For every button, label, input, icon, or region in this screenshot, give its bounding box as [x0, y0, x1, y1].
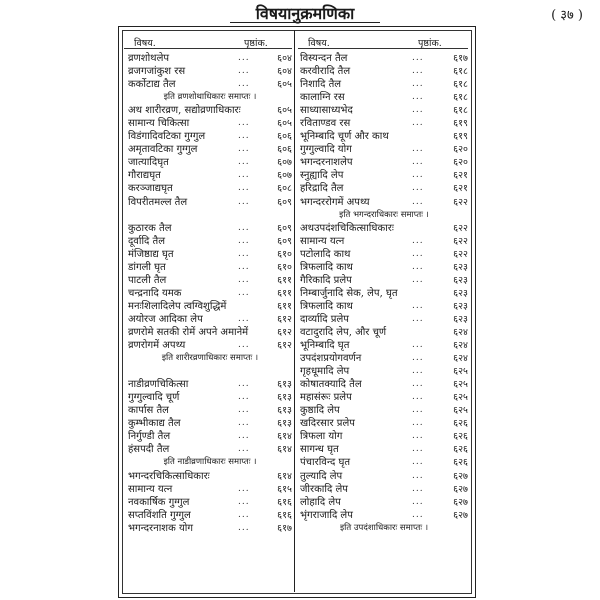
entry-title: अथउपदंशचिकित्साधिकारः — [300, 222, 394, 234]
index-entry — [128, 483, 292, 496]
entry-title: त्रिफलादि काथ — [300, 261, 353, 273]
entry-page-number: ६१९ — [453, 118, 468, 130]
entry-page-number: ६१२ — [277, 313, 292, 325]
entry-title: सामान्य चिकित्सा — [128, 118, 190, 130]
entry-page-number: ६१८ — [453, 66, 468, 78]
entry-page-number: ६११ — [277, 300, 292, 312]
entry-title: कर्कोटाद्य तैल — [128, 79, 176, 91]
entry-title: सामान्य यत्न — [300, 235, 345, 247]
right-heading-rule — [298, 48, 468, 49]
leader-dots: ... — [238, 379, 250, 390]
entry-title: विपरीतमल्ल तैल — [128, 196, 188, 208]
leader-dots: ... — [238, 496, 250, 507]
entry-title: हरिद्रादि तैल — [300, 183, 344, 195]
entry-page-number: ६२३ — [453, 261, 468, 273]
leader-dots: ... — [412, 118, 424, 129]
index-entry — [300, 274, 468, 287]
leader-dots: ... — [412, 444, 424, 455]
leader-dots: ... — [238, 287, 250, 298]
entry-page-number: ६२६ — [453, 418, 468, 430]
entry-title: चन्द्रनादि यमक — [128, 287, 182, 299]
index-entry — [128, 313, 292, 326]
entry-page-number: ६१३ — [277, 405, 292, 417]
entry-title: उपदंशप्रयोगवर्णन — [300, 353, 362, 365]
entry-page-number: ६२२ — [453, 235, 468, 247]
entry-page-number: ६२६ — [453, 457, 468, 469]
entry-title: साध्यासाध्यभेद — [300, 105, 353, 117]
entry-page-number: ६२५ — [453, 405, 468, 417]
index-entry — [128, 417, 292, 430]
entry-title: जात्यादिघृत — [128, 157, 169, 169]
right-subject-heading: विषय. — [308, 38, 330, 49]
entry-page-number: ६१४ — [277, 444, 292, 456]
entry-title: करवीरादि तैल — [300, 66, 351, 78]
entry-page-number: ६२३ — [453, 313, 468, 325]
leader-dots: ... — [412, 170, 424, 181]
leader-dots: ... — [412, 105, 424, 116]
leader-dots: ... — [412, 92, 424, 103]
entry-title: सामान्य यत्न — [128, 483, 173, 495]
index-entry — [128, 326, 292, 339]
leader-dots: ... — [412, 340, 424, 351]
index-entry — [128, 169, 292, 182]
leader-dots: ... — [412, 483, 424, 494]
spacer-row — [128, 209, 292, 222]
leader-dots: ... — [238, 392, 250, 403]
index-entry — [300, 483, 468, 496]
entry-page-number: ६१४ — [277, 470, 292, 482]
entry-title: दार्व्यादि प्रलेप — [300, 313, 349, 325]
left-heading-rule — [124, 48, 292, 49]
index-entry — [128, 104, 292, 117]
entry-title: भृंगराजादि लेप — [300, 509, 353, 521]
entry-title: पटोलादि काथ — [300, 248, 351, 260]
entry-title: भगन्दरनाशक योग — [128, 522, 193, 534]
index-entry — [300, 339, 468, 352]
index-entry — [128, 130, 292, 143]
entry-title: सागन्ध घृत — [300, 444, 339, 456]
entry-title: गुग्गुल्वादि योग — [300, 144, 352, 156]
index-entry — [300, 443, 468, 456]
entry-title: रविताण्डव रस — [300, 118, 351, 130]
entry-page-number: ६०६ — [277, 144, 292, 156]
note-text: इति व्रणशोथाधिकारः समाप्तः । — [163, 92, 257, 103]
entry-page-number: ६०५ — [277, 118, 292, 130]
leader-dots: ... — [238, 170, 250, 181]
entry-page-number: ६१० — [277, 248, 292, 260]
leader-dots: ... — [412, 470, 424, 481]
leader-dots: ... — [238, 118, 250, 129]
entry-title: गृहधूमादि लेप — [300, 366, 350, 378]
index-entry — [128, 287, 292, 300]
index-entry — [300, 222, 468, 235]
entry-page-number: ६०६ — [277, 131, 292, 143]
entry-title: लोहादि लेप — [300, 496, 341, 508]
index-entry — [128, 156, 292, 169]
index-entry — [128, 117, 292, 130]
index-entry — [128, 248, 292, 261]
entry-page-number: ६२४ — [453, 353, 468, 365]
entry-page-number: ६१८ — [453, 79, 468, 91]
leader-dots: ... — [412, 379, 424, 390]
leader-dots: ... — [238, 183, 250, 194]
entry-page-number: ६२५ — [453, 379, 468, 391]
entry-page-number: ६०४ — [277, 53, 292, 64]
leader-dots: ... — [238, 522, 250, 533]
index-entry — [300, 130, 468, 143]
entry-page-number: ६२३ — [453, 287, 468, 299]
entry-page-number: ६०४ — [277, 66, 292, 78]
index-entry — [300, 417, 468, 430]
entry-page-number: ६२७ — [453, 509, 468, 521]
index-entry — [300, 430, 468, 443]
entry-page-number: ६२४ — [453, 340, 468, 352]
entry-title: महासंरूः प्रलेप — [300, 392, 352, 404]
entry-title: व्रणरोमे सतकी रोमें अपने अमानेमें — [128, 326, 249, 338]
note-text: इति भगन्दराधिकारः समाप्तः । — [339, 209, 429, 220]
index-entry — [128, 300, 292, 313]
leader-dots: ... — [412, 431, 424, 442]
page-title: विषयानुक्रमणिका — [255, 4, 355, 23]
index-entry — [128, 339, 292, 352]
entry-page-number: ६२४ — [453, 326, 468, 338]
entry-title: तुल्यादि लेप — [300, 470, 343, 482]
entry-page-number: ६१० — [277, 261, 292, 273]
entry-page-number: ६०७ — [277, 157, 292, 169]
leader-dots: ... — [238, 79, 250, 90]
index-entry — [300, 300, 468, 313]
entry-title: विस्यन्दन तैल — [300, 53, 348, 64]
index-entry — [128, 391, 292, 404]
entry-title: भूनिम्बादि घृत — [300, 340, 350, 352]
index-entry — [128, 65, 292, 78]
entry-title: कुम्भीकाद्य तैल — [128, 418, 181, 430]
entry-page-number: ६१३ — [277, 392, 292, 404]
entry-title: गुग्गुल्वादि चूर्ण — [128, 392, 180, 404]
index-entry — [300, 248, 468, 261]
entry-title: त्रिफला योग — [300, 431, 343, 443]
index-entry — [128, 222, 292, 235]
entry-title: मनःशिलादिलेप त्वग्विशुद्धिमें — [128, 300, 227, 312]
leader-dots: ... — [238, 248, 250, 259]
index-entry — [300, 65, 468, 78]
leader-dots: ... — [412, 313, 424, 324]
note-text: इति उपदंशाधिकारः समाप्तः । — [339, 522, 429, 533]
leader-dots: ... — [238, 431, 250, 442]
entry-title: डांगली घृत — [128, 261, 166, 273]
index-entry — [300, 352, 468, 365]
entry-page-number: ६११ — [277, 287, 292, 299]
title-underline — [230, 22, 380, 23]
entry-title: कुठारक तैल — [128, 222, 172, 234]
entry-title: कोषातक्यादि तैल — [300, 379, 362, 391]
entry-title: भगन्दरनाशलेप — [300, 157, 353, 169]
leader-dots: ... — [412, 144, 424, 155]
entry-page-number: ६२२ — [453, 248, 468, 260]
index-entry — [300, 169, 468, 182]
entry-page-number: ६०९ — [277, 196, 292, 208]
index-entry — [128, 443, 292, 456]
index-entry — [300, 496, 468, 509]
leader-dots: ... — [238, 131, 250, 142]
entry-page-number: ६०५ — [277, 79, 292, 91]
entry-title: पाटली तैल — [128, 274, 167, 286]
leader-dots: ... — [412, 196, 424, 207]
leader-dots: ... — [238, 483, 250, 494]
entry-title: कार्पास तैल — [128, 405, 169, 417]
index-entry — [300, 313, 468, 326]
leader-dots: ... — [238, 340, 250, 351]
entry-title: निम्बार्जुनादि सेक, लेप, घृत — [300, 287, 398, 299]
right-column — [300, 52, 468, 535]
leader-dots: ... — [412, 261, 424, 272]
entry-page-number: ६२६ — [453, 444, 468, 456]
entry-page-number: ६०९ — [277, 222, 292, 234]
entry-title: गौराद्यघृत — [128, 170, 161, 182]
entry-title: नवकार्षिक गुग्गुल — [128, 496, 190, 508]
leader-dots: ... — [412, 53, 424, 63]
leader-dots: ... — [412, 405, 424, 416]
index-entry — [128, 522, 292, 535]
leader-dots: ... — [238, 222, 250, 233]
section-end-note — [128, 352, 292, 365]
index-entry — [128, 235, 292, 248]
index-entry — [300, 261, 468, 274]
leader-dots: ... — [238, 196, 250, 207]
entry-title: अयोरज आदिका लेप — [128, 313, 203, 325]
entry-page-number: ६२६ — [453, 431, 468, 443]
entry-page-number: ६०७ — [277, 170, 292, 182]
leader-dots: ... — [412, 157, 424, 168]
section-end-note — [300, 209, 468, 222]
index-entry — [300, 509, 468, 522]
leader-dots: ... — [412, 274, 424, 285]
right-page-heading: पृष्ठांक. — [418, 38, 442, 49]
entry-title: व्रजगजांकुश रस — [128, 66, 186, 78]
index-entry — [300, 456, 468, 469]
index-entry — [128, 78, 292, 91]
leader-dots: ... — [238, 235, 250, 246]
leader-dots: ... — [412, 248, 424, 259]
leader-dots: ... — [412, 418, 424, 429]
entry-page-number: ६२२ — [453, 196, 468, 208]
entry-page-number: ६२७ — [453, 496, 468, 508]
index-entry — [128, 261, 292, 274]
left-page-heading: पृष्ठांक. — [244, 38, 268, 49]
entry-title: मंजिष्ठाद्य घृत — [128, 248, 174, 260]
leader-dots: ... — [238, 144, 250, 155]
entry-title: व्रणरोगमें अपथ्य — [128, 340, 186, 352]
index-entry — [128, 52, 292, 65]
leader-dots: ... — [238, 444, 250, 455]
entry-page-number: ६१७ — [453, 53, 468, 64]
entry-title: निशादि तैल — [300, 79, 342, 91]
index-entry — [300, 156, 468, 169]
entry-page-number: ६०८ — [277, 183, 292, 195]
index-entry — [300, 78, 468, 91]
left-column — [128, 52, 292, 535]
entry-page-number: ६१९ — [453, 131, 468, 143]
index-entry — [300, 91, 468, 104]
entry-page-number: ६११ — [277, 274, 292, 286]
entry-title: गैरिकादि प्रलेप — [300, 274, 352, 286]
leader-dots: ... — [412, 496, 424, 507]
entry-page-number: ६२७ — [453, 483, 468, 495]
entry-page-number: ६२५ — [453, 366, 468, 378]
entry-title: खदिरसार प्रलेप — [300, 418, 355, 430]
entry-title: नाडीव्रणचिकित्सा — [128, 379, 189, 391]
entry-page-number: ६२७ — [453, 470, 468, 482]
entry-page-number: ६२२ — [453, 222, 468, 234]
index-entry — [128, 430, 292, 443]
leader-dots: ... — [238, 157, 250, 168]
leader-dots: ... — [412, 457, 424, 468]
leader-dots: ... — [412, 392, 424, 403]
index-entry — [300, 470, 468, 483]
entry-title: करञ्जाद्यघृत — [128, 183, 173, 195]
index-entry — [300, 196, 468, 209]
entry-page-number: ६१३ — [277, 379, 292, 391]
entry-page-number: ६०९ — [277, 235, 292, 247]
entry-title: व्रणशोथलेप — [128, 53, 170, 64]
leader-dots: ... — [412, 353, 424, 364]
entry-title: दूर्वादि तैल — [128, 235, 166, 247]
index-entry — [300, 404, 468, 417]
leader-dots: ... — [238, 405, 250, 416]
entry-page-number: ६२० — [453, 144, 468, 156]
entry-page-number: ६१८ — [453, 92, 468, 104]
entry-page-number: ६१७ — [277, 522, 292, 534]
leader-dots: ... — [238, 53, 250, 63]
entry-page-number: ६२० — [453, 157, 468, 169]
leader-dots: ... — [412, 300, 424, 311]
entry-page-number: ६०५ — [277, 105, 292, 117]
index-entry — [128, 496, 292, 509]
entry-page-number: ६२१ — [453, 183, 468, 195]
index-entry — [128, 509, 292, 522]
entry-title: अमृतावटिका गुग्गुल — [128, 144, 198, 156]
leader-dots: ... — [238, 261, 250, 272]
leader-dots: ... — [412, 366, 424, 377]
index-entry — [300, 52, 468, 65]
leader-dots: ... — [412, 235, 424, 246]
entry-page-number: ६१२ — [277, 326, 292, 338]
index-entry — [300, 182, 468, 195]
index-entry — [300, 378, 468, 391]
leader-dots: ... — [238, 66, 250, 77]
leader-dots: ... — [412, 66, 424, 77]
section-end-note — [128, 91, 292, 104]
section-end-note — [128, 456, 292, 469]
leader-dots: ... — [412, 509, 424, 520]
entry-title: कालाग्नि रस — [300, 92, 345, 104]
entry-title: वटादुरादि लेप, और चूर्ण — [300, 326, 387, 338]
index-entry — [300, 287, 468, 300]
index-entry — [128, 143, 292, 156]
entry-page-number: ६१२ — [277, 340, 292, 352]
leader-dots: ... — [238, 509, 250, 520]
entry-title: स्नुह्यादि लेप — [300, 170, 344, 182]
entry-title: अथ शारीरव्रण, सद्योव्रणाधिकारः — [128, 105, 241, 117]
index-entry — [300, 326, 468, 339]
entry-page-number: ६१५ — [277, 483, 292, 495]
entry-title: भगन्दरचिकित्साधिकारः — [128, 470, 210, 482]
entry-title: भगन्दररोगमें अपथ्य — [300, 196, 370, 208]
entry-title: सप्तविंशति गुग्गुल — [128, 509, 191, 521]
entry-page-number: ६२१ — [453, 170, 468, 182]
entry-page-number: ६२३ — [453, 300, 468, 312]
entry-page-number: ६१६ — [277, 509, 292, 521]
index-entry — [128, 378, 292, 391]
note-text: इति नाडीव्रणाधिकारः समाप्तः । — [163, 457, 257, 468]
index-entry — [300, 365, 468, 378]
index-entry — [128, 404, 292, 417]
index-entry — [300, 235, 468, 248]
index-entry — [300, 117, 468, 130]
entry-title: भूनिम्बादि चूर्ण और काथ — [300, 131, 389, 143]
leader-dots: ... — [238, 313, 250, 324]
index-entry — [300, 391, 468, 404]
leader-dots: ... — [412, 79, 424, 90]
entry-page-number: ६२५ — [453, 392, 468, 404]
index-entry — [128, 182, 292, 195]
entry-title: विडंगादिवटिका गुग्गुल — [128, 131, 206, 143]
leader-dots: ... — [412, 183, 424, 194]
index-entry — [300, 104, 468, 117]
entry-title: निर्गुण्डी तैल — [128, 431, 171, 443]
index-entry — [300, 143, 468, 156]
entry-page-number: ६१६ — [277, 496, 292, 508]
entry-title: जीरकादि लेप — [300, 483, 348, 495]
column-divider — [294, 30, 295, 592]
entry-page-number: ६१३ — [277, 418, 292, 430]
left-subject-heading: विषय. — [134, 38, 156, 49]
note-text: इति शारीरव्रणाधिकारः समाप्तः । — [161, 353, 259, 364]
entry-page-number: ६२३ — [453, 274, 468, 286]
entry-title: पंचारविन्द घृत — [300, 457, 351, 469]
section-end-note — [300, 522, 468, 535]
entry-page-number: ६१४ — [277, 431, 292, 443]
leader-dots: ... — [238, 418, 250, 429]
index-entry — [128, 274, 292, 287]
index-entry — [128, 470, 292, 483]
spacer-row — [128, 365, 292, 378]
leader-dots: ... — [238, 274, 250, 285]
entry-title: त्रिफलादि काथ — [300, 300, 353, 312]
index-entry — [128, 196, 292, 209]
entry-page-number: ६१८ — [453, 105, 468, 117]
entry-title: कुष्ठादि लेप — [300, 405, 340, 417]
page-number: ( ३७ ) — [551, 8, 583, 23]
entry-title: हंसपदी तैल — [128, 444, 170, 456]
